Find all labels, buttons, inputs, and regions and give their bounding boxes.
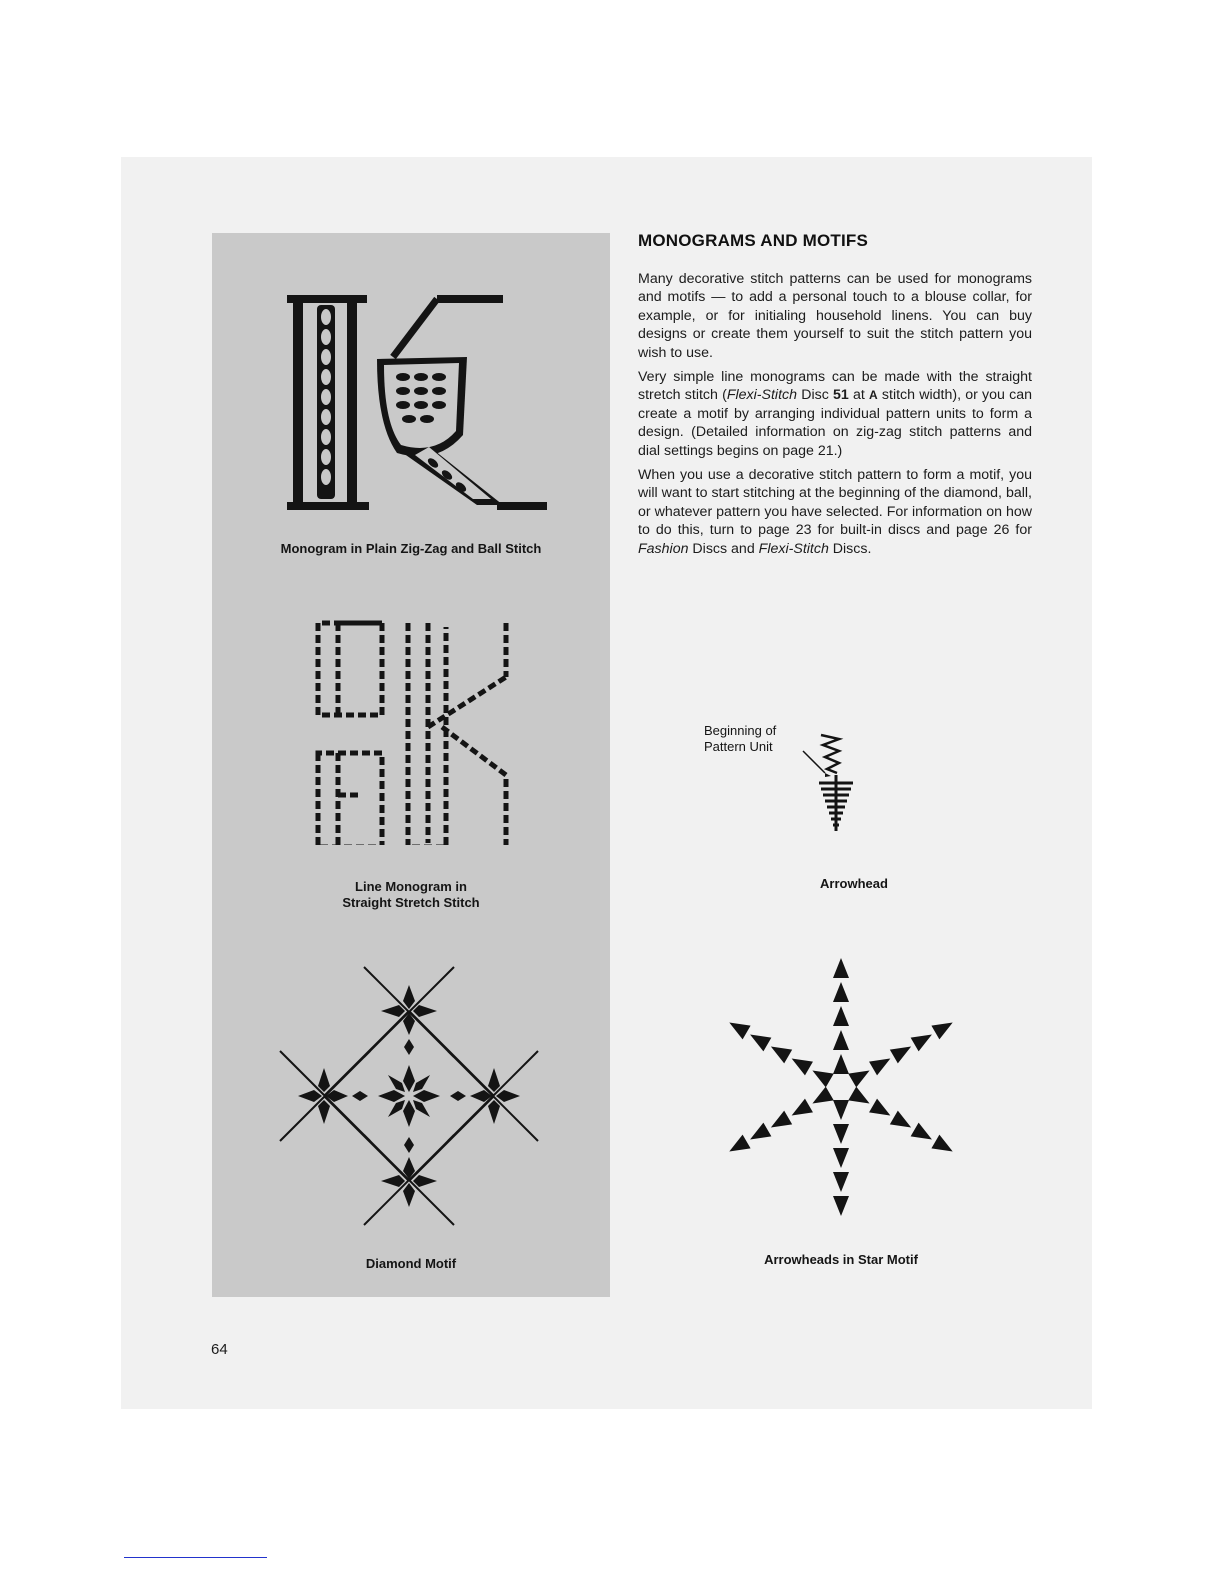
page-number: 64 [211,1341,228,1358]
width-symbol-icon: A [869,388,878,403]
caption-star-motif: Arrowheads in Star Motif [764,1252,918,1267]
paragraph-3 [638,466,1032,558]
body-text [638,270,1032,564]
beginning-label-2: Pattern Unit [704,739,773,754]
paragraph-2 [638,368,1032,460]
paragraph-3-end: Discs. [828,540,872,557]
paragraph-2-disc: Disc [797,387,833,404]
page-title: MONOGRAMS AND MOTIFS [638,231,869,250]
caption-line-monogram-1: Line Monogram in [355,879,467,894]
disc-number: 51 [833,387,849,404]
caption-arrowhead: Arrowhead [820,876,888,891]
diamond-motif-figure [278,965,540,1227]
caption-monogram-k: Monogram in Plain Zig-Zag and Ball Stitch [280,541,542,556]
paragraph-1: Many decorative stitch patterns can be used for monograms and motifs — to add a personal touch to a blouse collar, for example, or for initialing household linens. You can buy designs or create them yourself to suit the stitch pattern you wish to use. [638,271,1032,361]
footnote-rule [124,1557,267,1558]
caption-diamond-motif: Diamond Motif [365,1256,457,1271]
flexi-stitch-term: Flexi-Stitch [726,387,797,404]
star-motif-figure [711,952,971,1222]
fashion-term: Fashion [638,540,689,557]
paragraph-3-middle: Discs and [688,540,759,557]
line-monogram-figure [312,615,512,845]
caption-line-monogram-2: Straight Stretch Stitch [342,895,480,910]
monogram-k-figure [287,295,547,510]
manual-page [121,157,1092,1409]
illustration-panel [212,233,610,1297]
flexi-stitch-term: Flexi-Stitch [758,540,829,557]
paragraph-3-start: When you use a decorative stitch pattern to form a motif, you will want to start stitching at the beginning of the diamond, ball, or whatever pattern you have selected. For information on how to do this, turn to page 23 for built-in discs and page 26 for [638,467,1032,539]
beginning-label-1: Beginning of [704,723,777,738]
paragraph-2-start: Very simple line monograms can be made with the straight stretch stitch ( [638,369,1032,404]
paragraph-2-end: stitch width), or you can create a motif by arranging individual pattern units to form a design. (Detailed information on zig-zag stitch patterns and dial settings begins on page 21.) [638,387,1032,459]
paragraph-2-at: at [848,387,870,404]
arrowhead-figure [791,731,871,851]
